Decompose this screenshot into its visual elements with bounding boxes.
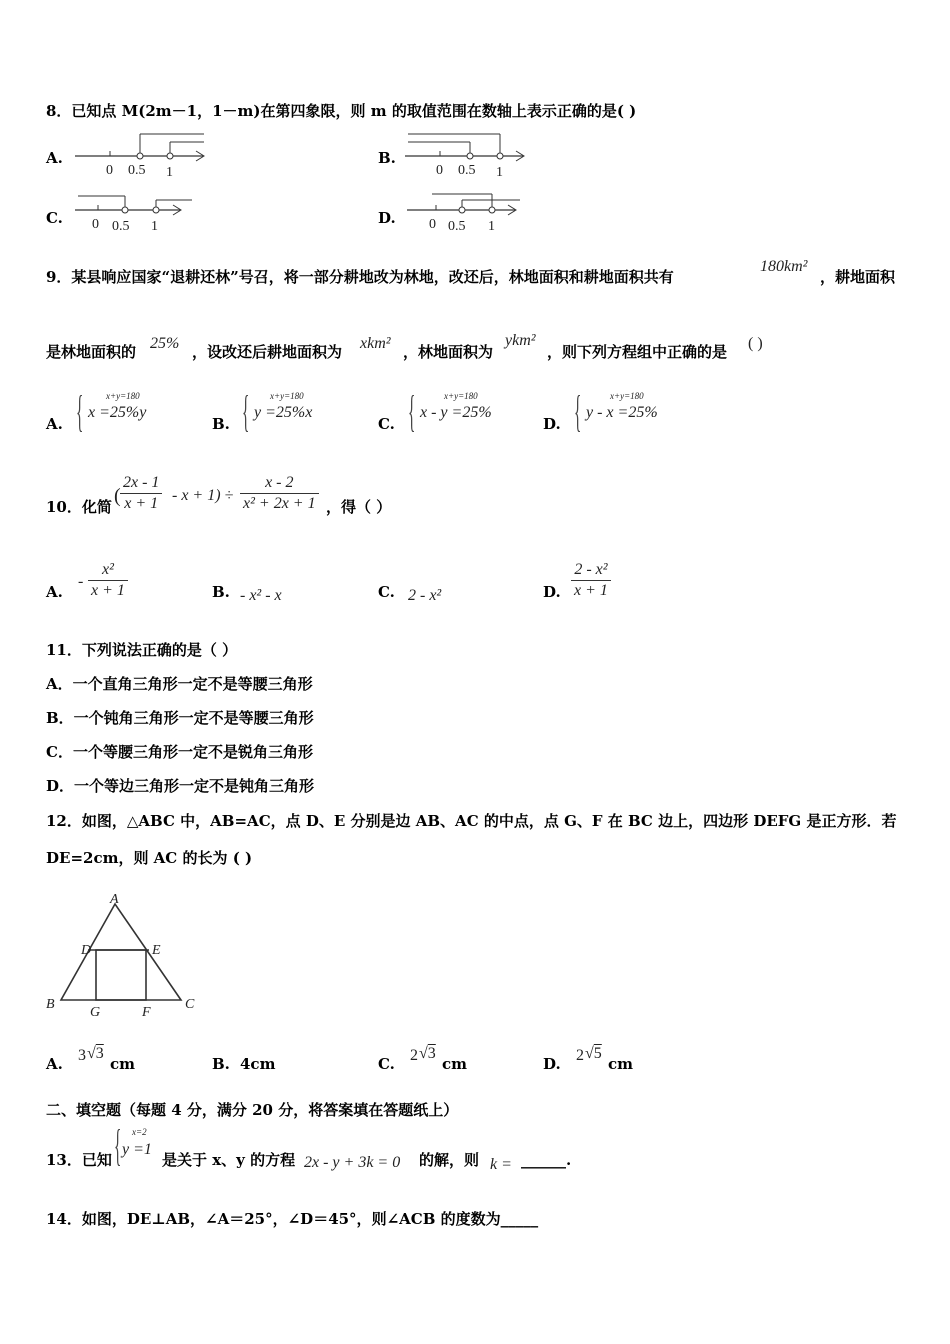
q12-option-c-radical: √3 bbox=[419, 1045, 436, 1062]
svg-text:1: 1 bbox=[496, 165, 503, 180]
svg-text:0: 0 bbox=[429, 217, 436, 232]
q12-option-a-coef: 3 bbox=[78, 1047, 86, 1064]
q9-percent: 25% bbox=[150, 335, 180, 352]
q13-brace: { bbox=[114, 1121, 122, 1170]
q9-x-area: xkm² bbox=[360, 335, 391, 352]
fig-label-c: C bbox=[185, 997, 195, 1012]
fig-label-a: A bbox=[110, 892, 119, 907]
svg-text:0.5: 0.5 bbox=[448, 219, 466, 234]
svg-text:0: 0 bbox=[436, 163, 443, 178]
svg-text:1: 1 bbox=[488, 219, 495, 234]
fig-label-e: E bbox=[152, 943, 161, 958]
fig-label-f: F bbox=[142, 1005, 151, 1020]
q9-option-b-top: x+y=180 bbox=[270, 391, 304, 401]
q9-option-b-brace: { bbox=[242, 387, 250, 436]
q8-numberline-b bbox=[400, 130, 540, 180]
q9-option-a-brace: { bbox=[76, 387, 84, 436]
q12-option-b-label: B. bbox=[212, 1055, 230, 1073]
q9-line1-end: ，耕地面积 bbox=[820, 268, 896, 286]
q9-option-a-label: A. bbox=[46, 415, 63, 433]
q12-option-a-radical: √3 bbox=[87, 1045, 104, 1062]
q12-option-c-label: C. bbox=[378, 1055, 395, 1073]
q9-line2-b: ，设改还后耕地面积为 bbox=[192, 343, 343, 361]
q8-option-b-label: B. bbox=[378, 149, 396, 167]
q9-line2-d: ，则下列方程组中正确的是 bbox=[547, 343, 728, 361]
q8-option-d-label: D. bbox=[378, 209, 396, 227]
fig-label-d: D bbox=[81, 943, 92, 958]
q11-option-a: A．一个直角三角形一定不是等腰三角形 bbox=[46, 675, 313, 693]
q14-text: 14．如图，DE⊥AB，∠A＝25°，∠D＝45°，则∠ACB 的度数为_____ bbox=[46, 1210, 539, 1228]
q8-numberline-d bbox=[402, 190, 542, 240]
svg-text:1: 1 bbox=[151, 219, 158, 234]
q9-option-c-brace: { bbox=[408, 387, 416, 436]
q13-equation: 2x - y + 3k = 0 bbox=[304, 1154, 401, 1171]
q10-prefix: 10．化简 bbox=[46, 498, 112, 516]
q13-post: 的解，则 bbox=[419, 1151, 480, 1169]
q10-option-a-label: A. bbox=[46, 583, 63, 601]
fig-label-g: G bbox=[90, 1005, 101, 1020]
q13-k: k = bbox=[490, 1156, 512, 1173]
q12-option-d-radical: √5 bbox=[585, 1045, 602, 1062]
q13-prefix: 13．已知 bbox=[46, 1151, 112, 1169]
q9-line1: 9．某县响应国家“退耕还林”号召，将一部分耕地改为林地，改还后，林地面积和耕地面积共有 bbox=[46, 268, 674, 286]
q9-option-a-bottom: x =25%y bbox=[88, 404, 147, 421]
q9-option-d-top: x+y=180 bbox=[610, 391, 644, 401]
q10-middle: - x + 1) ÷ bbox=[172, 487, 234, 504]
q9-y-area: ykm² bbox=[505, 332, 536, 349]
q10-option-d-fraction: $\frac{\text{2 - x²}}{x + 1}$ bbox=[571, 560, 611, 601]
q10-fraction-2: $\frac{x - 2}{\text{x² + 2x + 1}}$ bbox=[240, 473, 319, 514]
q10-option-b-expr: - x² - x bbox=[240, 587, 282, 604]
q13-middle: 是关于 x、y 的方程 bbox=[162, 1151, 296, 1169]
q8-option-a-label: A. bbox=[46, 149, 63, 167]
q12-line1: 12．如图，△ABC 中，AB=AC，点 D、E 分别是边 AB、AC 的中点，点 G、F 在 BC 边上，四边形 DEFG 是正方形．若 bbox=[46, 812, 897, 830]
q9-line2-c: ，林地面积为 bbox=[403, 343, 494, 361]
q13-system-bottom: y =1 bbox=[122, 1141, 152, 1158]
q9-option-c-label: C. bbox=[378, 415, 395, 433]
q12-option-a-label: A. bbox=[46, 1055, 63, 1073]
q8-option-c-label: C. bbox=[46, 209, 63, 227]
tick-half: 0.5 bbox=[128, 163, 146, 178]
q11-stem: 11．下列说法正确的是（ ） bbox=[46, 641, 238, 659]
q9-answer-paren: ( ) bbox=[748, 335, 763, 352]
q10-option-b-label: B. bbox=[212, 583, 230, 601]
q9-option-d-label: D. bbox=[543, 415, 561, 433]
q10-suffix: ，得（ ） bbox=[326, 498, 392, 516]
q10-open-paren: ( bbox=[114, 485, 121, 507]
fig-label-b: B bbox=[46, 997, 55, 1012]
q9-option-d-brace: { bbox=[574, 387, 582, 436]
q11-option-d: D．一个等边三角形一定不是钝角三角形 bbox=[46, 777, 315, 795]
svg-text:0.5: 0.5 bbox=[458, 163, 476, 178]
q13-system-top: x=2 bbox=[132, 1127, 147, 1137]
q11-option-c: C．一个等腰三角形一定不是锐角三角形 bbox=[46, 743, 313, 761]
q12-option-d-label: D. bbox=[543, 1055, 561, 1073]
q12-option-c-unit: cm bbox=[442, 1055, 468, 1073]
q8-stem: 8．已知点 M(2m－1，1－m)在第四象限，则 m 的取值范围在数轴上表示正确的是( ) bbox=[46, 102, 637, 120]
q13-answer-blank[interactable]: ______. bbox=[521, 1151, 572, 1169]
svg-text:0: 0 bbox=[92, 217, 99, 232]
svg-text:0.5: 0.5 bbox=[112, 219, 130, 234]
q9-line2-a: 是林地面积的 bbox=[46, 343, 137, 361]
q9-option-a-top: x+y=180 bbox=[106, 391, 140, 401]
tick-0: 0 bbox=[106, 163, 113, 178]
q10-option-c-label: C. bbox=[378, 583, 395, 601]
q12-option-d-unit: cm bbox=[608, 1055, 634, 1073]
section-2-heading: 二、填空题（每题 4 分，满分 20 分，将答案填在答题纸上） bbox=[46, 1101, 459, 1119]
q12-option-d-coef: 2 bbox=[576, 1047, 584, 1064]
q9-option-c-top: x+y=180 bbox=[444, 391, 478, 401]
q12-line2: DE=2cm，则 AC 的长为 ( ) bbox=[46, 849, 253, 867]
q9-option-b-label: B. bbox=[212, 415, 230, 433]
q10-fraction-1: $\frac{2x - 1}{x + 1}$ bbox=[120, 473, 162, 514]
q10-option-a-sign: - bbox=[78, 573, 84, 590]
q12-option-b-text: 4cm bbox=[240, 1055, 276, 1073]
q9-option-b-bottom: y =25%x bbox=[254, 404, 313, 421]
q12-triangle-figure bbox=[40, 890, 210, 1025]
q9-option-c-bottom: x - y =25% bbox=[420, 404, 492, 421]
q10-option-c-expr: 2 - x² bbox=[408, 587, 442, 604]
q8-numberline-c bbox=[70, 190, 210, 240]
q11-option-b: B．一个钝角三角形一定不是等腰三角形 bbox=[46, 709, 314, 727]
q8-numberline-a bbox=[70, 130, 210, 180]
tick-1: 1 bbox=[166, 165, 173, 180]
q10-option-a-fraction: $\frac{\text{x²}}{x + 1}$ bbox=[88, 560, 128, 601]
q10-option-d-label: D. bbox=[543, 583, 561, 601]
q12-option-a-unit: cm bbox=[110, 1055, 136, 1073]
q9-area: 180km² bbox=[760, 258, 808, 275]
q9-option-d-bottom: y - x =25% bbox=[586, 404, 658, 421]
q12-option-c-coef: 2 bbox=[410, 1047, 418, 1064]
